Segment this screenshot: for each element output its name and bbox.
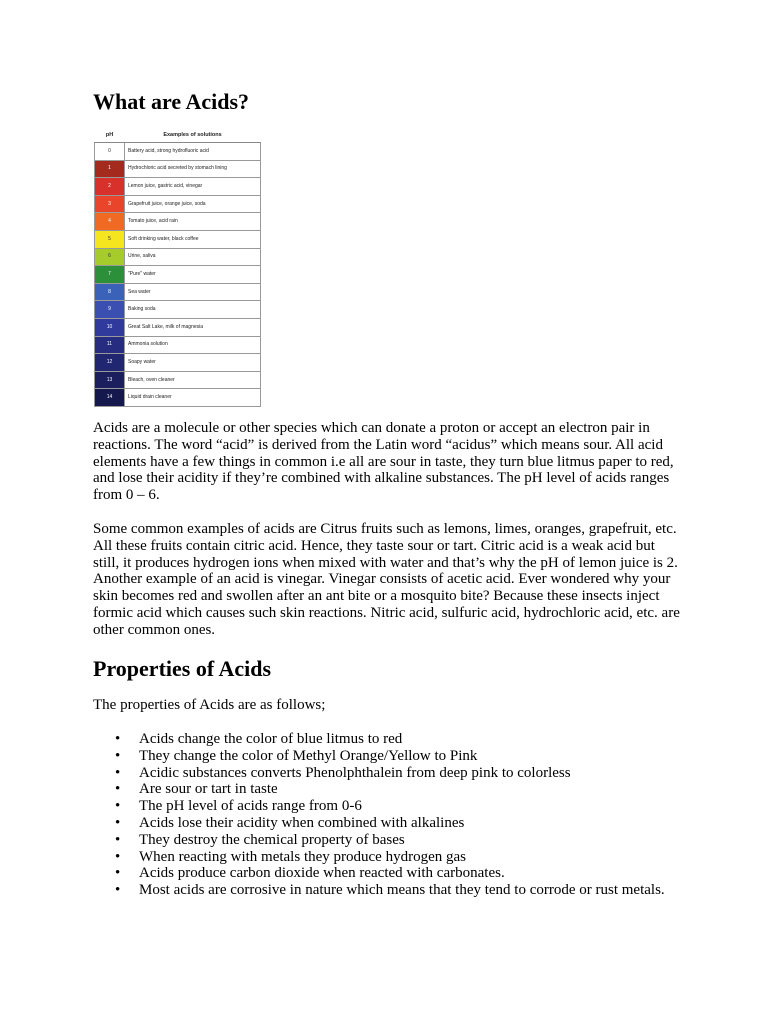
ph-table-row — [95, 371, 261, 389]
property-text: When reacting with metals they produce hydrogen gas — [139, 848, 466, 865]
examples-column-header: Examples of solutions — [125, 128, 261, 143]
property-text: Are sour or tart in taste — [139, 781, 278, 798]
ph-value-cell: 9 — [95, 301, 125, 319]
property-list-item — [93, 815, 683, 832]
ph-example-cell: Liquid drain cleaner — [125, 389, 261, 407]
ph-example-cell: Baking soda — [125, 301, 261, 319]
property-text: They destroy the chemical property of bases — [139, 831, 405, 848]
ph-value-cell: 6 — [95, 248, 125, 266]
ph-table-row — [95, 178, 261, 196]
section-title-properties-of-acids: Properties of Acids — [93, 656, 272, 681]
ph-value-cell: 14 — [95, 389, 125, 407]
property-list-item — [93, 798, 683, 815]
ph-value-cell: 2 — [95, 178, 125, 196]
ph-value-cell: 11 — [95, 336, 125, 354]
ph-value-cell: 3 — [95, 195, 125, 213]
ph-value-cell: 8 — [95, 283, 125, 301]
property-list-item — [93, 781, 683, 798]
property-list-item — [93, 865, 683, 882]
ph-table-row — [95, 213, 261, 231]
property-list-item — [93, 849, 683, 866]
bullet-icon: • — [115, 848, 121, 865]
ph-table-row — [95, 318, 261, 336]
ph-example-cell: Lemon juice, gastric acid, vinegar — [125, 178, 261, 196]
ph-table-row — [95, 248, 261, 266]
ph-table-row — [95, 266, 261, 284]
ph-example-cell: Ammonia solution — [125, 336, 261, 354]
bullet-icon: • — [115, 731, 121, 747]
ph-table-row — [95, 160, 261, 178]
ph-example-cell: Urine, saliva — [125, 248, 261, 266]
property-list-item — [93, 748, 683, 765]
ph-table-body — [95, 143, 261, 407]
property-text: Acids change the color of blue litmus to red — [139, 731, 403, 747]
ph-table-row — [95, 301, 261, 319]
ph-example-cell: Sea water — [125, 283, 261, 301]
ph-table-row — [95, 336, 261, 354]
bullet-icon: • — [115, 831, 121, 848]
ph-table-row — [95, 283, 261, 301]
ph-example-cell: Bleach, oven cleaner — [125, 371, 261, 389]
property-text: Acids produce carbon dioxide when reacted with carbonates. — [139, 865, 505, 882]
ph-example-cell: "Pure" water — [125, 266, 261, 284]
property-text: Acidic substances converts Phenolphthalein from deep pink to colorless — [139, 764, 571, 781]
ph-value-cell: 5 — [95, 230, 125, 248]
bullet-icon: • — [115, 781, 121, 798]
ph-example-cell: Hydrochloric acid secreted by stomach lining — [125, 160, 261, 178]
ph-value-cell: 7 — [95, 266, 125, 284]
property-list-item — [93, 882, 683, 899]
property-text: They change the color of Methyl Orange/Yellow to Pink — [139, 747, 478, 764]
property-list-item — [93, 731, 683, 748]
ph-table-header-row — [95, 128, 261, 143]
ph-example-cell: Soft drinking water, black coffee — [125, 230, 261, 248]
ph-value-cell: 1 — [95, 160, 125, 178]
properties-intro: The properties of Acids are as follows; — [93, 697, 326, 713]
properties-list — [93, 731, 683, 899]
acids-definition-paragraph: Acids are a molecule or other species which can donate a proton or accept an electron pair in reactions. The word “acid” is derived from the Latin word “acidus” which means sour. All acid elements have a few things in common i.e all are sour in taste, they turn blue litmus paper to red, and lose their acidity if they’re combined with alkaline substances. The pH level of acids ranges from 0 – 6. — [93, 420, 674, 504]
ph-table-row — [95, 389, 261, 407]
bullet-icon: • — [115, 814, 121, 831]
ph-value-cell: 10 — [95, 318, 125, 336]
bullet-icon: • — [115, 865, 121, 882]
bullet-icon: • — [115, 747, 121, 764]
bullet-icon: • — [115, 882, 121, 899]
ph-table-row — [95, 354, 261, 372]
ph-example-cell: Great Salt Lake, milk of magnesia — [125, 318, 261, 336]
acids-examples-paragraph: Some common examples of acids are Citrus fruits such as lemons, limes, oranges, grapefruit, etc. All these fruits contain citric acid. Hence, they taste sour or tart. Citric acid is a weak acid but still, it produces hydrogen ions when mixed with water and that’s why the pH of lemon juice is 2. Another example of an acid is vinegar. Vinegar consists of acetic acid. Ever wondered why your skin becomes red and swollen after an ant bite or a mosquito bite? Because these insects inject formic acid which causes such skin reactions. Nitric acid, sulfuric acid, hydrochloric acid, etc. are other common ones. — [93, 521, 680, 638]
ph-value-cell: 4 — [95, 213, 125, 231]
ph-value-cell: 12 — [95, 354, 125, 372]
bullet-icon: • — [115, 764, 121, 781]
ph-column-header: pH — [95, 128, 125, 143]
ph-example-cell: Tomato juice, acid rain — [125, 213, 261, 231]
bullet-icon: • — [115, 798, 121, 815]
ph-value-cell: 13 — [95, 371, 125, 389]
ph-table-row — [95, 195, 261, 213]
property-text: The pH level of acids range from 0-6 — [139, 798, 362, 815]
ph-table-row — [95, 230, 261, 248]
property-list-item — [93, 765, 683, 782]
property-text: Acids lose their acidity when combined with alkalines — [139, 814, 465, 831]
property-text: Most acids are corrosive in nature which means that they tend to corrode or rust metals. — [139, 882, 665, 899]
ph-value-cell: 0 — [95, 143, 125, 161]
ph-example-cell: Grapefruit juice, orange juice, soda — [125, 195, 261, 213]
ph-example-cell: Battery acid, strong hydrofluoric acid — [125, 143, 261, 161]
ph-table-row — [95, 143, 261, 161]
property-list-item — [93, 832, 683, 849]
section-title-what-are-acids: What are Acids? — [93, 89, 250, 114]
ph-example-cell: Soapy water — [125, 354, 261, 372]
ph-scale-table — [94, 128, 261, 407]
